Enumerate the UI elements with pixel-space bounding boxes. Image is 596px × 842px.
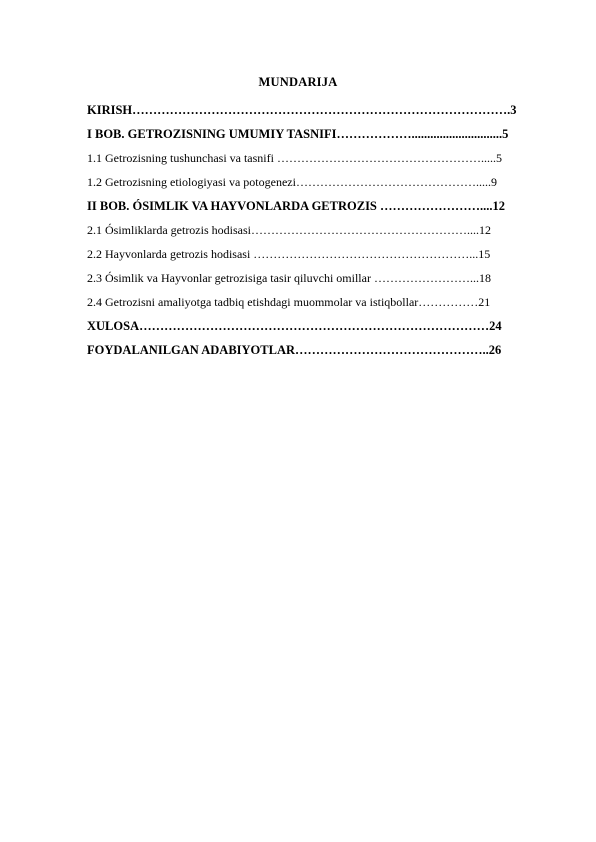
toc-entry-section-1-1: 1.1 Getrozisning tushunchasi va tasnifi …………………………………………….....5 bbox=[87, 151, 502, 165]
toc-entry-xulosa: XULOSA…………………………………………………………………………24 bbox=[87, 319, 502, 333]
toc-entry-section-2-1: 2.1 Ósimliklarda getrozis hodisasi………………………………………………....12 bbox=[87, 223, 491, 237]
toc-entry-references: FOYDALANILGAN ADABIYOTLAR………………………………………..26 bbox=[87, 343, 502, 357]
page-title: MUNDARIJA bbox=[258, 75, 338, 89]
toc-entry-section-2-2: 2.2 Hayvonlarda getrozis hodisasi ………………………………………………...15 bbox=[87, 247, 491, 261]
toc-entry-kirish: KIRISH……………………………………………………………………………….3 bbox=[87, 103, 517, 117]
toc-entry-section-1-2: 1.2 Getrozisning etiologiyasi va potogenezi……………………………………….....9 bbox=[87, 175, 497, 189]
toc-entry-section-2-3: 2.3 Ósimlik va Hayvonlar getrozisiga tasir qiluvchi omillar ……………………...18 bbox=[87, 271, 491, 285]
toc-entry-section-2-4: 2.4 Getrozisni amaliyotga tadbiq etishdagi muommolar va istiqbollar……………21 bbox=[87, 295, 491, 309]
toc-entry-chapter-2: II BOB. ÓSIMLIK VA HAYVONLARDA GETROZIS ……………………....12 bbox=[87, 199, 506, 213]
toc-entry-chapter-1: I BOB. GETROZISNING UMUMIY TASNIFI……………….............................5 bbox=[87, 127, 509, 141]
table-of-contents bbox=[87, 98, 557, 362]
